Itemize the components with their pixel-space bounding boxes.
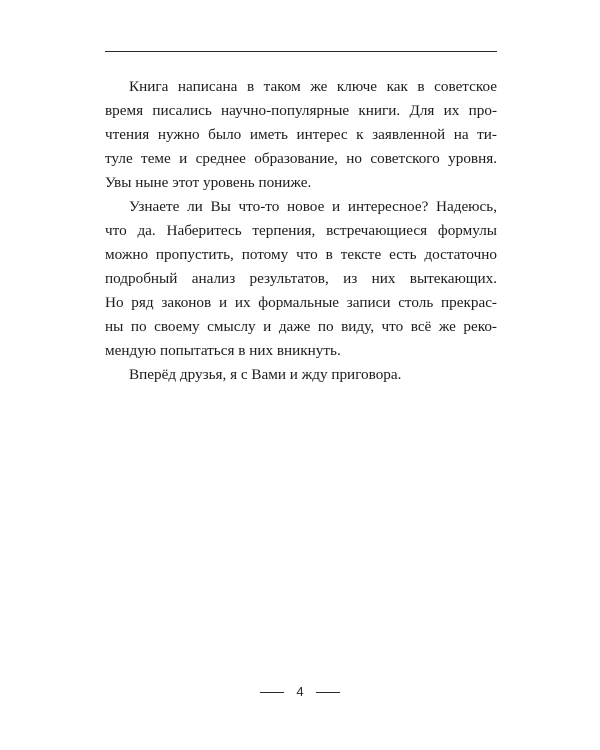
text-line: ны по своему смыслу и даже по виду, что всё же реко-	[105, 318, 497, 335]
page-number: 4	[296, 684, 304, 699]
text-line: подробный анализ результатов, из них вытекающих.	[105, 270, 497, 287]
text-line: туле теме и среднее образование, но советского уровня.	[105, 150, 497, 167]
paragraph-3	[105, 363, 497, 387]
page-footer	[0, 682, 600, 702]
body-text	[105, 75, 497, 387]
text-line: Но ряд законов и их формальные записи столь прекрас-	[105, 294, 497, 311]
footer-dash-left	[260, 692, 284, 693]
text-line: чтения нужно было иметь интерес к заявленной на ти-	[105, 126, 497, 143]
text-line: время писались научно-популярные книги. Для их про-	[105, 102, 497, 119]
header-rule	[105, 51, 497, 52]
text-line: что да. Наберитесь терпения, встречающиеся формулы	[105, 222, 497, 239]
text-line: Книга написана в таком же ключе как в советское	[129, 78, 497, 95]
paragraph-1	[105, 75, 497, 195]
text-line: можно пропустить, потому что в тексте есть достаточно	[105, 246, 497, 263]
text-line: Вперёд друзья, я с Вами и жду приговора.	[129, 366, 402, 383]
text-line: Узнаете ли Вы что-то новое и интересное? Надеюсь,	[129, 198, 497, 215]
paragraph-2	[105, 195, 497, 363]
text-line: Увы ныне этот уровень пониже.	[105, 174, 312, 191]
footer-dash-right	[316, 692, 340, 693]
text-line: мендую попытаться в них вникнуть.	[105, 342, 341, 359]
